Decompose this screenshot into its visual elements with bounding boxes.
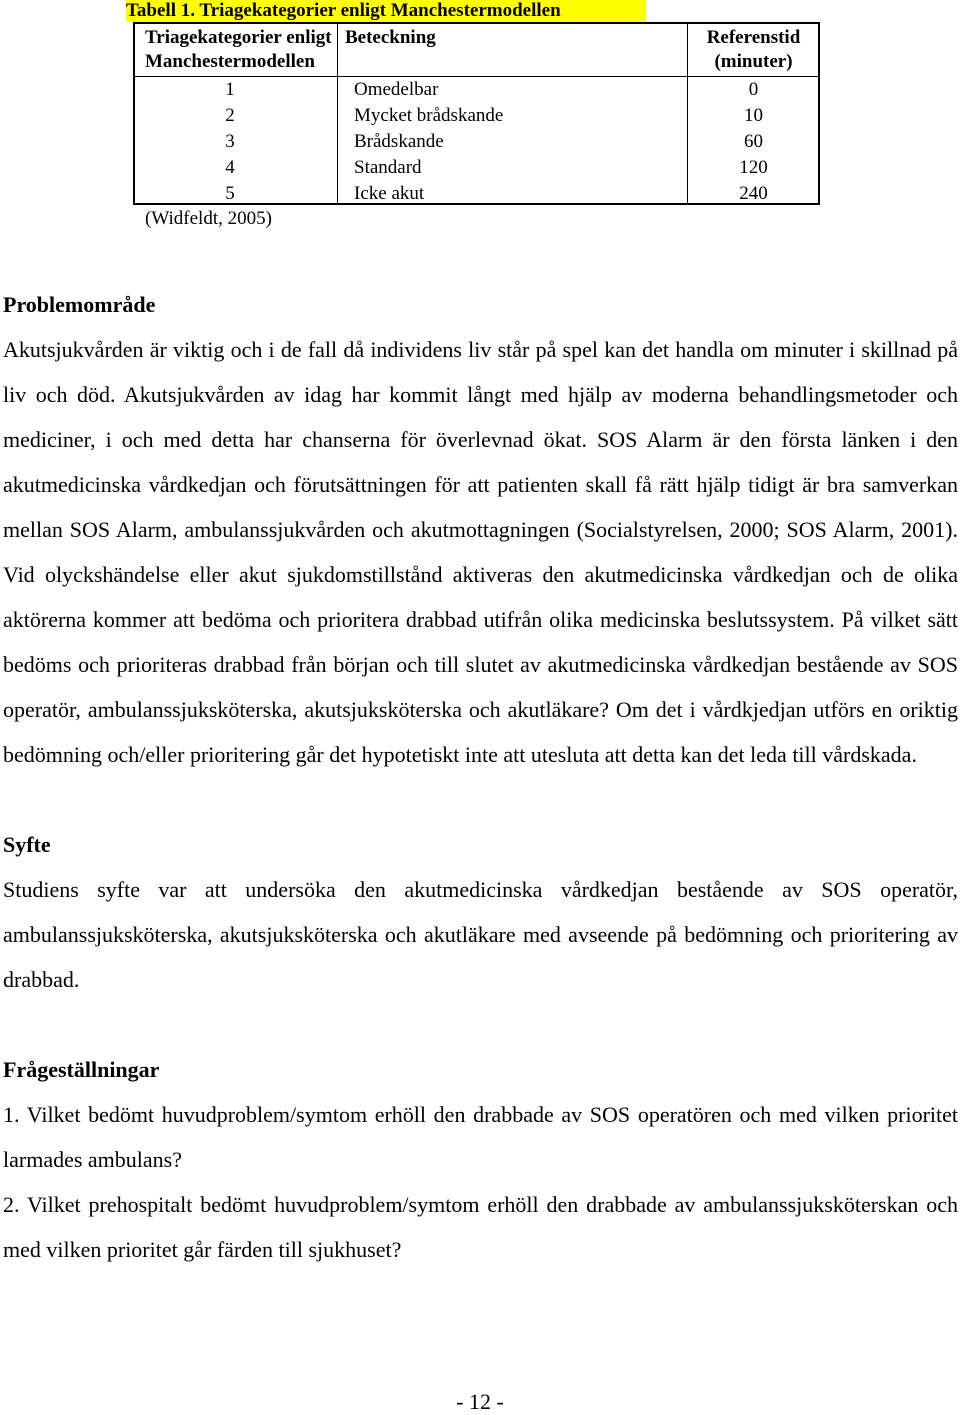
- cell-category: 3: [225, 131, 235, 152]
- paragraph-problem: Akutsjukvården är viktig och i de fall då individens liv står på spel kan det handla om minuter i skillnad på liv och död. Akutsjukvården av idag har kommit långt med hjälp av moderna behandlingsmetoder och mediciner, i och med detta har chanserna för överlevnad ökat. SOS Alarm är den första länken i den akutmedicinska vårdkedjan och förutsättningen för att patienten skall få rätt hjälp tidigt är bra samverkan mellan SOS Alarm, ambulanssjukvården och akutmottagningen (Socialstyrelsen, 2000; SOS Alarm, 2001). Vid olyckshändelse eller akut sjukdomstillstånd aktiveras den akutmedicinska vårdkedjan och de olika aktörerna kommer att bedöma och prioritera drabbad utifrån olika medicinska beslutssystem. På vilket sätt bedöms och prioriteras drabbad från början och till slutet av akutmedicinska vårdkedjan bestående av SOS operatör, ambulanssjuksköterska, akutsjuksköterska och akutläkare? Om det i vårdkjedjan utförs en oriktig bedömning och/eller prioritering går det hypotetiskt inte att utesluta att detta kan det leda till vårdskada.: [3, 337, 958, 767]
- spacer: [3, 1002, 958, 1047]
- question-2: 2. Vilket prehospitalt bedömt huvudproblem/symtom erhöll den drabbade av ambulanssjuksköterskan och med vilken prioritet går färden till sjukhuset?: [3, 1192, 958, 1262]
- header-category-line1: Triagekategorier enligt: [145, 27, 332, 48]
- cell-category: 4: [225, 157, 235, 178]
- table-source: (Widfeldt, 2005): [145, 208, 272, 229]
- cell-time: 120: [739, 157, 768, 178]
- cell-label: Mycket brådskande: [354, 105, 504, 126]
- cell-label: Brådskande: [354, 131, 444, 152]
- page-number: - 12 -: [456, 1389, 504, 1414]
- question-1: 1. Vilket bedömt huvudproblem/symtom erhöll den drabbade av SOS operatören och med vilken prioritet larmades ambulans?: [3, 1102, 958, 1172]
- cell-label: Omedelbar: [354, 79, 439, 100]
- triage-table: [133, 22, 820, 205]
- heading-aim: Syfte: [3, 832, 51, 857]
- table-row: [135, 77, 818, 103]
- heading-problem: Problemområde: [3, 292, 156, 317]
- table-row: [135, 129, 818, 155]
- table-row: [135, 103, 818, 129]
- header-time-line2: (minuter): [714, 51, 793, 72]
- cell-time: 240: [739, 183, 768, 204]
- spacer: [3, 777, 958, 822]
- cell-category: 2: [225, 105, 235, 126]
- header-time: [687, 26, 820, 74]
- cell-category: 5: [225, 183, 235, 204]
- cell-time: 60: [744, 131, 763, 152]
- cell-label: Icke akut: [354, 183, 425, 204]
- table-caption: Tabell 1. Triagekategorier enligt Manchestermodellen: [126, 0, 646, 22]
- paragraph-aim: Studiens syfte var att undersöka den akutmedicinska vårdkedjan bestående av SOS operatör, ambulanssjuksköterska, akutsjuksköterska och akutläkare med avseende på bedömning och prioritering av drabbad.: [3, 877, 958, 992]
- table-row: [135, 181, 818, 207]
- heading-questions: Frågeställningar: [3, 1057, 160, 1082]
- cell-time: 10: [744, 105, 763, 126]
- header-label: Beteckning: [345, 27, 436, 48]
- document-body: [3, 282, 958, 1272]
- header-category-line2: Manchestermodellen: [145, 51, 315, 72]
- header-category: [145, 26, 337, 74]
- table-row: [135, 155, 818, 181]
- cell-time: 0: [748, 79, 759, 100]
- header-time-line1: Referenstid: [706, 27, 801, 48]
- cell-category: 1: [225, 79, 235, 100]
- cell-label: Standard: [354, 157, 422, 178]
